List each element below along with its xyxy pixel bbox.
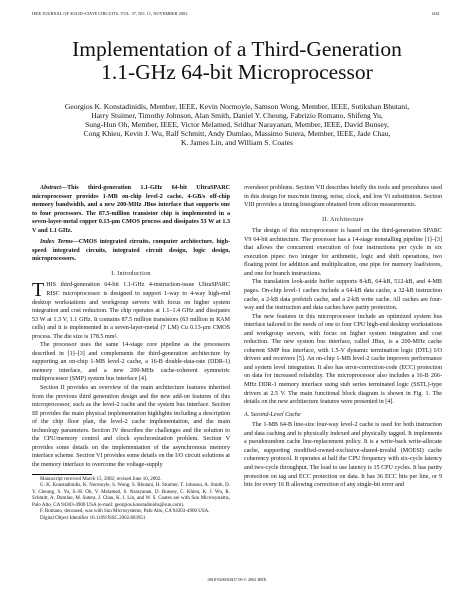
intro-paragraph-1 (32, 281, 230, 341)
footnote-divider (32, 474, 92, 475)
left-column (32, 184, 230, 579)
architecture-paragraph-1: The design of this microprocessor is based on the third-generation SPARC V9 64-bit architecture. The processor has a 14-stage nonstalling pipeline [1]–[3] that allows the concurrent execution of four instructions per cycle in six execution pipes: two integer for arithmetic, logic and shift operations, two floating point for addition and multiplication, one pipe for memory load/stores, and one for branch instructions. (244, 228, 442, 277)
intro-paragraph-1-text: HIS third-generation 64-bit 1.1-GHz 4-instruction-issue UltraSPARC RISC microprocessor is designed to support 1-way to 4-way high-end desktop workstations and workgroup servers with focus on higher system integration and cost reduction. The chip operates at 1.1–1.4 GHz and dissipates 53 W at 1.3 V, 1.1 GHz. It contains 87.5 million transistors (63 million in RAM cells) and it is implemented in a seven-layer-metal (7 LM) Cu 0.13-μm CMOS process. The die size is 178.5 mm². (32, 282, 230, 340)
title-line-1: Implementation of a Third-Generation (72, 37, 402, 61)
index-terms-label: Index Terms— (40, 239, 79, 246)
right-column (244, 184, 442, 579)
page-footer: 0018-9200/02$17.00 © 2002 IEEE (207, 577, 267, 582)
title-line-2: 1.1-GHz 64-bit Microprocessor (101, 60, 373, 84)
drop-cap: T (32, 279, 45, 302)
section-heading-architecture: II. Architecture (322, 216, 364, 223)
abstract-text: This third-generation 1.1-GHz 64-bit UltraSPARC microprocessor provides 1-MB on-chip level-2 cache, 4-GB/s off-chip memory bandwidth, and a new 200-MHz JBus interface that supports one to four processors. The 87.5-million transistor chip is implemented in a seven-layer-metal copper 0.13-μm CMOS process and dissipates 53 W at 1.3 V and 1.1 GHz. (32, 185, 230, 234)
intro-paragraph-3: Section II provides an overview of the main architecture features inherited from the previous third generation design and the new add-on features of this microprocessor, such as the level-2 cache and the system bus interface. Section III provides the main physical implementation highlights including a description of the chip floor plan, the level-2 cache implementation, and the main technology parameters. Section IV describes the challenges and the solution to the CPU/memory control and clock synchronization problem. Section V provides some details on the implementation of the asynchronous memory interface scheme. Section VI provides some details on the I/O circuit solutions at the memory interface to overcome the voltage-supply (32, 385, 230, 468)
intro-paragraph-2: The processor uses the same 14-stage core pipeline as the processors described in [1]–[3] and complements the third-generation architecture by supporting an on-chip 1-MB level-2 cache, a 16-B double-data-rate (DDR-1) memory interface, and a new 200-MHz cache-coherent symmetric multiprocessor (SMP) system bus interface [4]. (32, 342, 230, 383)
index-terms (32, 238, 230, 264)
section-heading-introduction: I. Introduction (111, 270, 151, 277)
paper-title (30, 38, 444, 84)
author-list (32, 102, 442, 147)
page-number: 1461 (431, 11, 440, 16)
abstract (32, 184, 230, 235)
footnote-affiliations: G. K. Konstadinidis, K. Normoyle, S. Wong, S. Bhutani, H. Stuimer, T. Johnson, A. Smith, D. Y. Cheung, S. Yu, S.-H. Oh, V. Melamed, S. Narayanan, D. Bunsey, C. Khieu, K. J. Wu, R. Schmitt, A. Dumlao, M. Sutera, J. Chau, K. J. Lin, and W. S. Coates are with Sun Microsystems, Palo Alto, CA 94303-4900 USA (e-mail: georgios.konstadinidis@sun.com). (32, 483, 230, 508)
author-line: K. James Lin, and William S. Coates (181, 138, 293, 148)
architecture-paragraph-3: The new features in this microprocessor include an optimized system bus interface tailored to the needs of one to four CPU high-end desktop workstations and workgroup servers, with focus on higher system integration and cost reduction. The new system bus interface, called JBus, is a 200-MHz cache coherent SMP bus interface, with 1.5-V dynamic termination logic (DTL) I/O drivers and receivers [5]. An on-chip 1-MB level-2 cache improves performance and system level integration. It also has error-correction-code (ECC) protection on data for increased reliability. The microprocessor also includes a 16-B 266-MHz DDR-1 memory interface using stub series terminated logic (SSTL)-type drivers at 2.5 V. The main functional block diagram is shown in Fig. 1. The details on the new architecture features were presented in [4]. (244, 313, 442, 406)
architecture-paragraph-2: The translation look-aside buffer supports 8-kB, 64-kB, 512-kB, and 4-MB pages. On-chip level-1 caches include a 64-kB data cache, a 32-kB instruction cache, a 2-kB data prefetch cache, and a 2-kB write cache. All caches are four-way and the instruction and data caches have parity protection. (244, 279, 442, 312)
footnote-received: Manuscript received March 15, 2002; revised June 10, 2002. (40, 476, 162, 482)
footnote-deceased: F. Romano, deceased, was with Sun Microsystems, Palo Alto, CA 94303-4900 USA. (40, 509, 210, 515)
author-line: Georgios K. Konstadinidis, Member, IEEE, Kevin Normoyle, Samson Wong, Member, IEEE, Sutikshan Bhutani, (64, 102, 410, 111)
author-line: Sung-Hun Oh, Member, IEEE, Victor Melamed, Sridhar Narayanan, Member, IEEE, David Bunsey, (85, 120, 389, 130)
cache-paragraph-1: The 1-MB 64-B line-size four-way level-2 cache is used for both instruction and data caching and is physically indexed and physically tagged. It implements a pseudorandom cache line-replacement policy. It is a write-back write-allocate cache, supporting modified-owned-exclusive-shared-invalid (MOESI) cache coherency protocol. It operates at half the CPU frequency with six-cycle latency and two-cycle throughput. The load to use latency is 15 CPU cycles. It has parity protection on tag and ECC protection on data. It has 36 ECC bits per line, or 9 bits for every 16 B allowing correction of any single-bit error and (244, 422, 442, 489)
index-terms-text: CMOS integrated circuits, computer architecture, high-speed integrated circuits, integrated circuit design, logic design, microprocessors. (32, 239, 230, 263)
author-line: Harry Stuimer, Timothy Johnson, Alan Smith, Daniel Y. Cheung, Fabrizio Romano, Shifeng Yu, (91, 111, 383, 121)
journal-name: IEEE JOURNAL OF SOLID-STATE CIRCUITS, VOL. 37, NO. 11, NOVEMBER 2002 (32, 11, 188, 16)
body-columns (32, 184, 442, 569)
subsection-heading-cache: A. Second-Level Cache (244, 411, 301, 418)
running-header (32, 11, 440, 20)
continued-paragraph: overshoot problems. Section VII describes briefly the tools and procedures used in this design for max/min timing, noise, clock, and low Vt substitution. Section VIII provides a timing histogram obtained from silicon measurements. (244, 185, 442, 209)
abstract-label: Abstract— (40, 185, 68, 191)
author-line: Cong Khieu, Kevin J. Wu, Ralf Schmitt, Andy Dumlao, Massimo Sutera, Member, IEEE, Jade Chau, (83, 129, 391, 139)
footnote-doi: Digital Object Identifier 10.1109/JSSC.2002.803951 (40, 516, 146, 522)
